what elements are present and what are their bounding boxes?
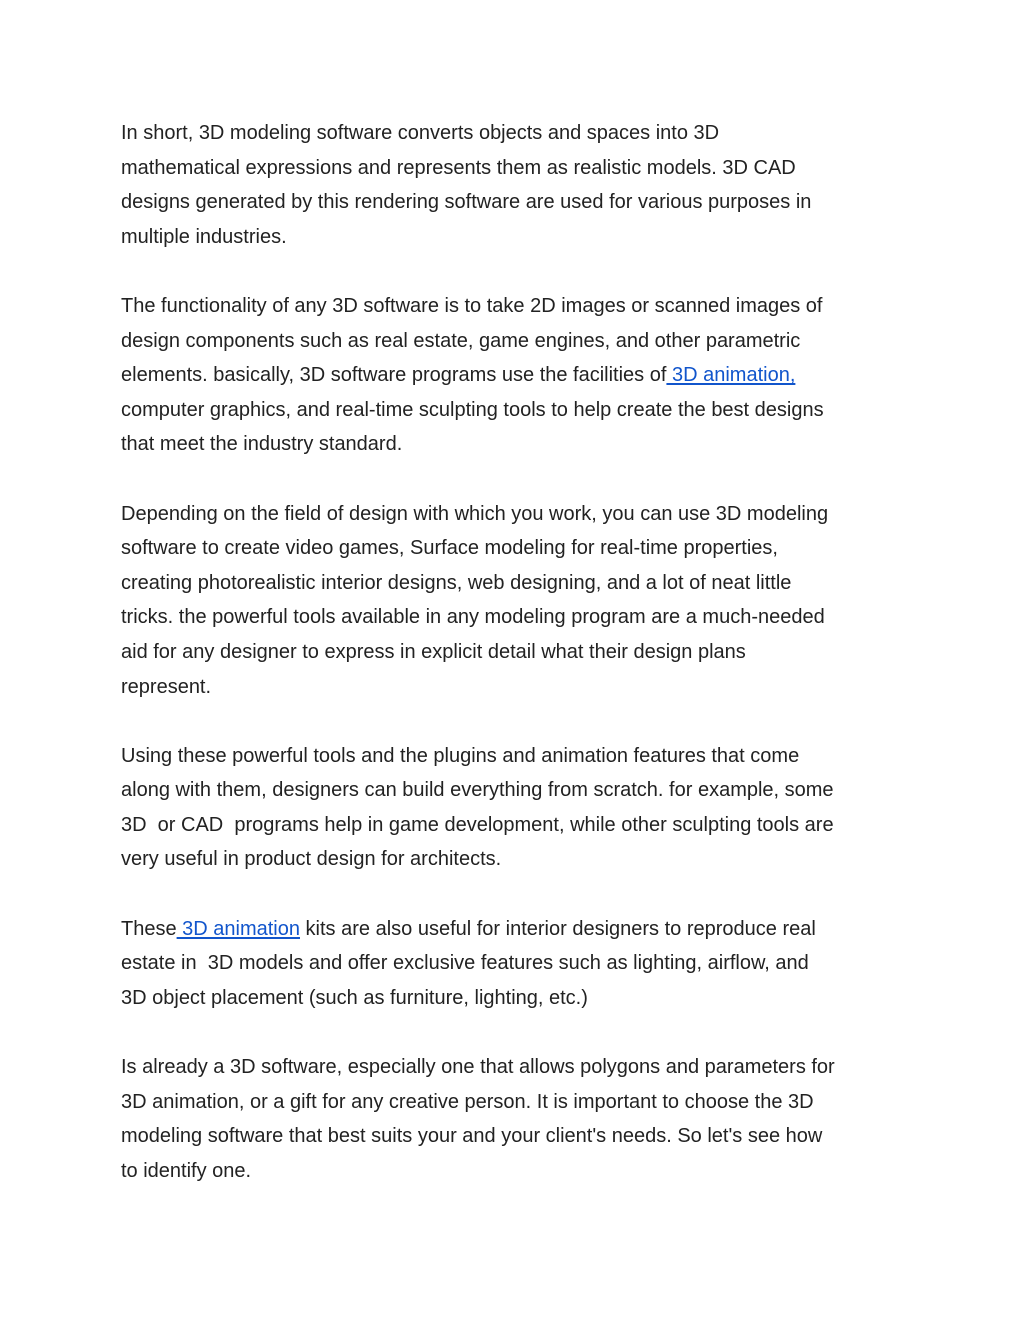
text-segment: that meet the industry standard. [121,433,403,456]
text-segment: 3D object placement (such as furniture, lighting, etc.) [121,986,588,1009]
text-line [121,808,911,843]
text-line [121,981,911,1016]
text-segment: mathematical expressions and represents them as realistic models. 3D CAD [121,156,796,179]
paragraph-2 [121,289,911,462]
text-segment: Is already a 3D software, especially one that allows polygons and parameters for [121,1056,835,1079]
text-line [121,324,911,359]
3d-animation-link[interactable]: 3D animation, [666,364,796,387]
text-line [121,497,911,532]
text-line [121,600,911,635]
text-segment: elements. basically, 3D software programs use the facilities of [121,364,667,387]
text-segment: 3D animation, or a gift for any creative person. It is important to choose the 3D [121,1090,814,1113]
text-segment: to identify one. [121,1159,252,1182]
text-line [121,220,911,255]
text-segment: along with them, designers can build everything from scratch. for example, some [121,779,834,802]
paragraph-1 [121,116,911,254]
document-page [121,116,911,1223]
text-line [121,289,911,324]
3d-animation-link[interactable]: 3D animation [176,917,300,940]
text-line [121,1050,911,1085]
text-line [121,427,911,462]
text-segment: modeling software that best suits your and your client's needs. So let's see how [121,1125,823,1148]
text-line [121,1085,911,1120]
text-line [121,185,911,220]
text-line [121,842,911,877]
text-line [121,670,911,705]
text-segment: represent. [121,675,212,698]
text-segment: aid for any designer to express in explicit detail what their design plans [121,640,746,663]
text-segment: very useful in product design for architects. [121,848,502,871]
text-segment: multiple industries. [121,225,287,248]
paragraph-5 [121,912,911,1016]
text-line [121,358,911,393]
text-line [121,773,911,808]
paragraph-3 [121,497,911,705]
text-line [121,531,911,566]
text-segment: Using these powerful tools and the plugins and animation features that come [121,744,800,767]
text-segment: kits are also useful for interior designers to reproduce real [300,917,816,940]
text-segment: 3D or CAD programs help in game development, while other sculpting tools are [121,813,834,836]
text-segment: designs generated by this rendering software are used for various purposes in [121,191,812,214]
text-segment: design components such as real estate, game engines, and other parametric [121,329,801,352]
text-line [121,151,911,186]
text-segment: software to create video games, Surface modeling for real-time properties, [121,537,778,560]
text-segment: computer graphics, and real-time sculpting tools to help create the best designs [121,398,824,421]
text-line [121,946,911,981]
text-segment: These [121,917,177,940]
text-segment: The functionality of any 3D software is to take 2D images or scanned images of [121,294,823,317]
paragraph-6 [121,1050,911,1188]
text-line [121,912,911,947]
text-line [121,116,911,151]
text-segment: Depending on the field of design with which you work, you can use 3D modeling [121,502,829,525]
text-line [121,1119,911,1154]
paragraph-4 [121,739,911,877]
text-segment: In short, 3D modeling software converts objects and spaces into 3D [121,122,720,144]
text-line [121,739,911,774]
text-line [121,566,911,601]
text-segment: estate in 3D models and offer exclusive features such as lighting, airflow, and [121,952,809,975]
text-line [121,635,911,670]
text-segment: tricks. the powerful tools available in any modeling program are a much-needed [121,606,825,629]
text-line [121,393,911,428]
text-segment: creating photorealistic interior designs, web designing, and a lot of neat little [121,571,792,594]
text-line [121,1154,911,1189]
